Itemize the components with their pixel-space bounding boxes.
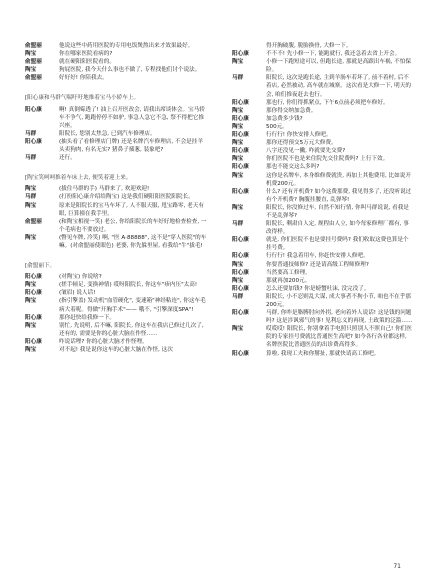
dialogue-line xyxy=(232,236,414,252)
dialogue-text: 啊! 真倒霉透了! 油上召开医改会, 请我出席谈体会。宝马轿车不争气, 跑跑停停不如驴, 事急人急它不急, 祭不得把它推兴座。 xyxy=(59,106,205,129)
dialogue-line xyxy=(232,309,414,325)
dialogue-text: 小修一下跑短途可以, 但跑长途, 那就是高跟出车祸, 不怕保险。 xyxy=(266,59,411,74)
speaker-name: 阳心康 xyxy=(25,106,42,113)
dialogue-line xyxy=(25,154,207,162)
speaker-name: 俞盟丽 xyxy=(25,43,42,49)
dialogue-line xyxy=(25,314,207,322)
dialogue-line xyxy=(25,42,207,50)
dialogue-line xyxy=(232,115,414,123)
dialogue-text: 阳院长, 您别太焦急, 已到汽车修理店。 xyxy=(59,130,156,137)
dialogue-text: 那你得交纳加急费。 xyxy=(266,107,317,114)
dialogue-text: 咋说话哩? 你的心脏大脑才作怪哩。 xyxy=(59,338,148,345)
dialogue-line xyxy=(232,147,414,155)
dialogue-line xyxy=(25,218,207,234)
dialogue-line xyxy=(232,261,414,269)
stage-direction: [阳心康和马群气喘吁吁地推着宝马小轿车上。 xyxy=(25,95,140,102)
paragraph-gap xyxy=(25,82,207,90)
dialogue-text: 阳院长, 小不忍则乱大谋, 成大事者不拘小节, 咱也不在乎那200元。 xyxy=(266,293,411,308)
speaker-name: 马群 xyxy=(232,293,244,300)
dialogue-text: 那你还得预交5万元大修费。 xyxy=(266,140,337,147)
dialogue-line xyxy=(232,123,414,131)
dialogue-text: 怎么还要加钱? 你是螃蟹吐沫, 没完没了。 xyxy=(266,285,370,292)
dialogue-text: 别忙, 先说明, 后不嘛, 阳院长, 你这车在我店已修过几次了, 还有的, 需要是你的心脏大脑在作怪…… xyxy=(59,322,204,337)
dialogue-text: 还行。 xyxy=(59,155,76,162)
speaker-name: 阳心康 xyxy=(25,338,42,345)
speaker-name: 阳心康 xyxy=(232,350,249,357)
dialogue-text: 狗屁医院, 我今天什么事也不做了, 专程找他们讨个说法。 xyxy=(59,67,201,74)
speaker-name xyxy=(232,42,266,50)
dialogue-text: 他说这些中药用医院的专用电饭煲熬出来才效果最好。 xyxy=(59,43,194,49)
speaker-name: 俞盟丽 xyxy=(25,59,42,66)
speaker-name: 陶宝 xyxy=(232,204,244,211)
speaker-name: 马群 xyxy=(232,75,244,82)
dialogue-text: 得开胸破腹, 脱胎换骨, 大修一下。 xyxy=(266,43,352,49)
speaker-name: 陶宝 xyxy=(232,326,244,333)
speaker-name: 阳心康 xyxy=(232,237,249,244)
speaker-name: 阳心康 xyxy=(232,253,249,260)
dialogue-text: 那你赶快给我修一下。 xyxy=(59,314,115,321)
speaker-name: 陶宝 xyxy=(232,59,244,66)
dialogue-text: 对不起! 我是说你这车的心脏大脑在作怪, 这次 xyxy=(59,347,173,353)
dialogue-text: 这你是名牌车, 本身维修费就贵, 再加上其他费用, 比如说开机费200元。 xyxy=(266,172,411,187)
dialogue-text: 阳院长, 这次是跑长途, 主到羊肠车若坏了, 前不着村, 后不着店, 必然被动, 高车就在城寨。这次看是大修一下, 明天的会, 咱们推夜赶去也行。 xyxy=(266,75,411,98)
dialogue-text: 不不不! 先小修一下, 能跑就行, 我还急着去省上开会。 xyxy=(266,51,401,58)
dialogue-text: 原来是阳院长的宝马车坏了, 人不服天服, 甩宝路零, 老天有眼, 巨算撞在我手里。 xyxy=(59,202,204,217)
dialogue-line xyxy=(232,350,414,358)
speaker-name: 陶宝 xyxy=(25,186,37,193)
dialogue-text: (皱眉) 说人话! xyxy=(59,290,96,297)
dialogue-text: (拔住马群的手) 马群来了, 欢迎欢迎! xyxy=(59,186,150,193)
dialogue-line xyxy=(232,285,414,293)
speaker-name: 陶宝 xyxy=(25,234,37,241)
dialogue-line xyxy=(232,325,414,349)
speaker-name: 阳心康 xyxy=(25,290,42,297)
dialogue-line xyxy=(25,297,207,313)
dialogue-text: 好好好! 你陪我去。 xyxy=(59,75,108,82)
speaker-name: 阳心康 xyxy=(25,138,42,145)
dialogue-line xyxy=(232,139,414,147)
dialogue-line xyxy=(232,252,414,260)
stage-direction: [陶宝笑呵呵推着车床上去, 便笑着迎上来。 xyxy=(25,175,132,182)
speaker-name: 陶宝 xyxy=(25,51,37,58)
speaker-name: 马群 xyxy=(25,155,37,162)
dialogue-line xyxy=(232,107,414,115)
speaker-name: 陶宝 xyxy=(232,123,244,130)
dialogue-text: (打扮阳心康介绍给陶宝) 这是我们硬阳阳医院阳院长。 xyxy=(59,194,194,201)
dialogue-text: 你在哪家医院看病的? xyxy=(59,51,113,58)
dialogue-text: 马群, 你咋是胳膊肘向外拐, 老向着外人说话! 这是钱的问题吗? 这是涉讽邪气的事! 见利忘义的再现, 土政策的泛滥…… xyxy=(266,310,413,325)
speaker-name: 马群 xyxy=(25,130,37,137)
speaker-name: 阳心康 xyxy=(232,285,249,292)
dialogue-line xyxy=(25,234,207,250)
dialogue-line xyxy=(25,322,207,338)
dialogue-text: 八字还没见一撇, 咋就要先交费? xyxy=(266,148,346,155)
dialogue-line xyxy=(25,281,207,289)
speaker-name: 阳心康 xyxy=(232,269,249,276)
dialogue-line xyxy=(232,277,414,285)
speaker-name: 陶宝 xyxy=(25,67,37,74)
dialogue-line xyxy=(25,58,207,66)
speaker-name: 陶宝 xyxy=(232,140,244,147)
dialogue-text: 就在硬阳阳医院看的。 xyxy=(59,59,115,66)
dialogue-text: 就是, 你们医院不也是要挂号费吗? 我们收取这费也算是个挂号费。 xyxy=(266,237,409,252)
speaker-name: 阳心康 xyxy=(232,188,249,195)
dialogue-text: 阳院长, 剩肃自人定, 规程由人立, 如今每家修理厂都有, 事改得样。 xyxy=(266,221,409,236)
dialogue-line xyxy=(232,220,414,236)
speaker-name: 陶宝 xyxy=(232,261,244,268)
dialogue-text: 算啦, 我现工夫和你掰扯, 那就快请高工修吧。 xyxy=(266,350,380,357)
dialogue-text: 阳院长, 你没修过车, 自然不知行情, 你叫马群说说, 看我是不是乱弹琴? xyxy=(266,204,409,219)
dialogue-text: (搓手顿足, 变换神情) 哎呀阳院长, 你这车"疹内压"太高! xyxy=(59,282,198,289)
dialogue-text: 行行行! 你快安排人修吧。 xyxy=(266,132,332,139)
speaker-name: 阳心康 xyxy=(232,115,249,122)
dialogue-line xyxy=(25,338,207,346)
dialogue-text: 你们医院不也是来住院先交住院费吗? 上行下效。 xyxy=(266,156,389,163)
speaker-name: 陶宝 xyxy=(25,202,37,209)
speaker-name: 陶宝 xyxy=(232,156,244,163)
dialogue-line xyxy=(232,269,414,277)
dialogue-line xyxy=(232,293,414,309)
speaker-name: 陶宝 xyxy=(25,322,37,329)
speaker-name: 陶宝 xyxy=(25,347,37,353)
dialogue-line xyxy=(232,50,414,58)
left-column xyxy=(25,42,207,354)
speaker-name: 阳心康 xyxy=(232,51,249,58)
speaker-name: 陶宝 xyxy=(232,172,244,179)
dialogue-text: (和陶宝相视一笑) 老公, 你给阳院长的车好好地检查检查, 一个毛病也不要放过。 xyxy=(59,218,207,233)
dialogue-text: (对陶宝) 你说啥? xyxy=(59,274,102,281)
dialogue-text: (抽头看了看修理店门牌) 还是名牌汽车修理店, 不会是挂羊头卖狗肉, 有名无实? 猪鼻子插葱, 装象吧? xyxy=(59,138,203,154)
dialogue-text: 那也不能交这么多吗? xyxy=(266,164,320,171)
dialogue-line xyxy=(232,58,414,74)
dialogue-line xyxy=(232,163,414,171)
dialogue-text: 那就再加200元。 xyxy=(266,277,311,284)
dialogue-line xyxy=(25,74,207,82)
speaker-name: 俞盟丽 xyxy=(25,218,42,225)
dialogue-line xyxy=(232,155,414,163)
speaker-name: 陶宝 xyxy=(25,298,37,305)
dialogue-line xyxy=(232,42,414,50)
dialogue-line xyxy=(232,188,414,204)
dialogue-line xyxy=(232,74,414,98)
dialogue-text: (瞥见车牌, 冷笑) 啊, "医 A·88888", 这不是"穿人医院"的车嘛。(对俞盟丽使眼色) 老婆, 你先躲里屋, 看我给"牛"拔毛! xyxy=(59,234,207,249)
dialogue-line xyxy=(25,346,207,354)
speaker-name: 阳心康 xyxy=(232,164,249,171)
dialogue-line xyxy=(25,273,207,281)
dialogue-line xyxy=(232,172,414,188)
dialogue-line xyxy=(25,202,207,218)
speaker-name: 俞盟丽 xyxy=(25,75,42,82)
speaker-name: 阳心康 xyxy=(232,148,249,155)
stage-direction: [俞盟丽下。 xyxy=(25,263,56,270)
dialogue-text: 你要普通技师修? 还是请高级工程师修理? xyxy=(266,261,369,268)
paragraph-gap xyxy=(25,250,207,258)
paragraph-gap xyxy=(25,162,207,170)
dialogue-text: 哎哎哎! 阳院长, 你别拿着手电照只照别人不照自己! 你们医院的专家挂号费就比普通医生高吧? 如今各行各业都这样, 名牌医院比普通医员的出诊费高得多。 xyxy=(266,326,412,349)
dialogue-line xyxy=(25,289,207,297)
dialogue-line xyxy=(25,185,207,193)
speaker-name: 阳心康 xyxy=(232,132,249,139)
speaker-name: 陶宝 xyxy=(25,282,37,289)
dialogue-text: 行行行! 我急着用车, 你赶快安排人修吧。 xyxy=(266,253,369,260)
right-column xyxy=(232,42,414,358)
speaker-name: 阳心康 xyxy=(232,99,249,106)
speaker-name: 陶宝 xyxy=(232,107,244,114)
dialogue-line xyxy=(25,106,207,130)
dialogue-line xyxy=(232,131,414,139)
dialogue-text: 什么? 还有开机费? 如今这费那费, 我见得多了, 还没听说过有个开机费? 胸腹挂腰直, 乱弹琴! xyxy=(266,188,412,203)
dialogue-line xyxy=(25,50,207,58)
dialogue-text: 那也行, 你们得抓紧点, 下午6点前必须把车修好。 xyxy=(266,99,389,106)
dialogue-text: 加急费多少钱? xyxy=(266,115,303,122)
dialogue-text: (指引擎盖) 发动机"血管硬化", 变速箱"神经粘连", 你这车毛病大着呢。得做"开胸手术"—— 哦不, "引擎深度SPA"! xyxy=(59,298,206,313)
page-number: 71 xyxy=(393,562,401,570)
speaker-name: 陶宝 xyxy=(232,277,244,284)
dialogue-text: 500元。 xyxy=(266,123,288,130)
dialogue-line xyxy=(25,66,207,74)
dialogue-line xyxy=(25,193,207,201)
speaker-name: 马群 xyxy=(25,194,37,201)
dialogue-line xyxy=(25,138,207,154)
dialogue-line xyxy=(232,99,414,107)
speaker-name: 阳心康 xyxy=(25,314,42,321)
speaker-name: 阳心康 xyxy=(25,274,42,281)
speaker-name: 马群 xyxy=(232,221,244,228)
speaker-name: 阳心康 xyxy=(232,310,249,317)
dialogue-line xyxy=(232,204,414,220)
dialogue-text: 当然要高工修理。 xyxy=(266,269,311,276)
dialogue-line xyxy=(25,130,207,138)
